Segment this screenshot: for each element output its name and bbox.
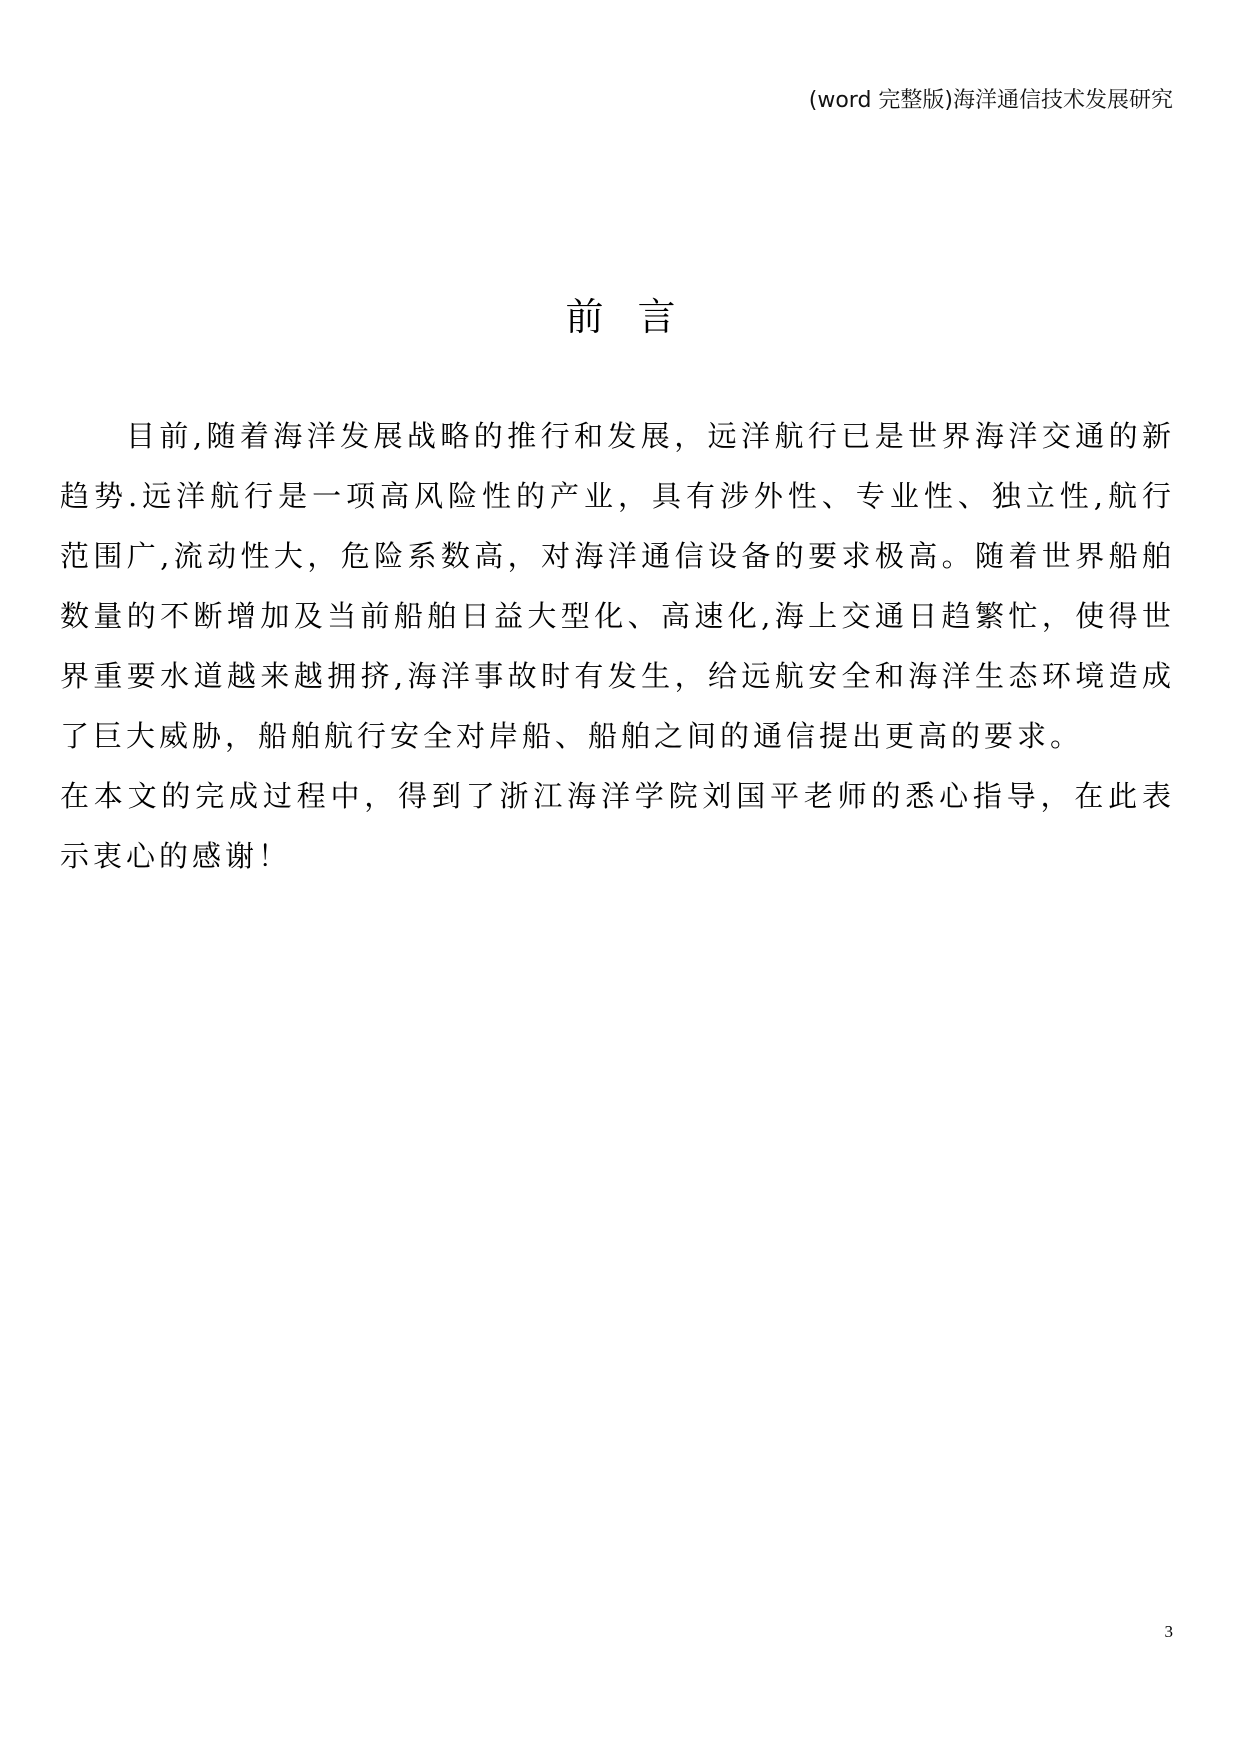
paragraph-preface: 目前,随着海洋发展战略的推行和发展，远洋航行已是世界海洋交通的新趋势.远洋航行是一项高风险性的产业，具有涉外性、专业性、独立性,航行范围广,流动性大，危险系数高，对海洋通信设备的要求极高。随着世界船舶数量的不断增加及当前船舶日益大型化、高速化,海上交通日趋繁忙，使得世界重要水道越来越拥挤,海洋事故时有发生，给远航安全和海洋生态环境造成了巨大威胁，船舶航行安全对岸船、船舶之间的通信提出更高的要求。 (60, 419, 1175, 753)
paragraph-acknowledgement: 在本文的完成过程中，得到了浙江海洋学院刘国平老师的悉心指导，在此表示衷心的感谢！ (60, 779, 1175, 873)
section-title: 前言 (565, 295, 710, 339)
page-number: 3 (1164, 1622, 1173, 1641)
body-text (60, 406, 1175, 886)
running-header: (word 完整版)海洋通信技术发展研究 (808, 88, 1173, 113)
